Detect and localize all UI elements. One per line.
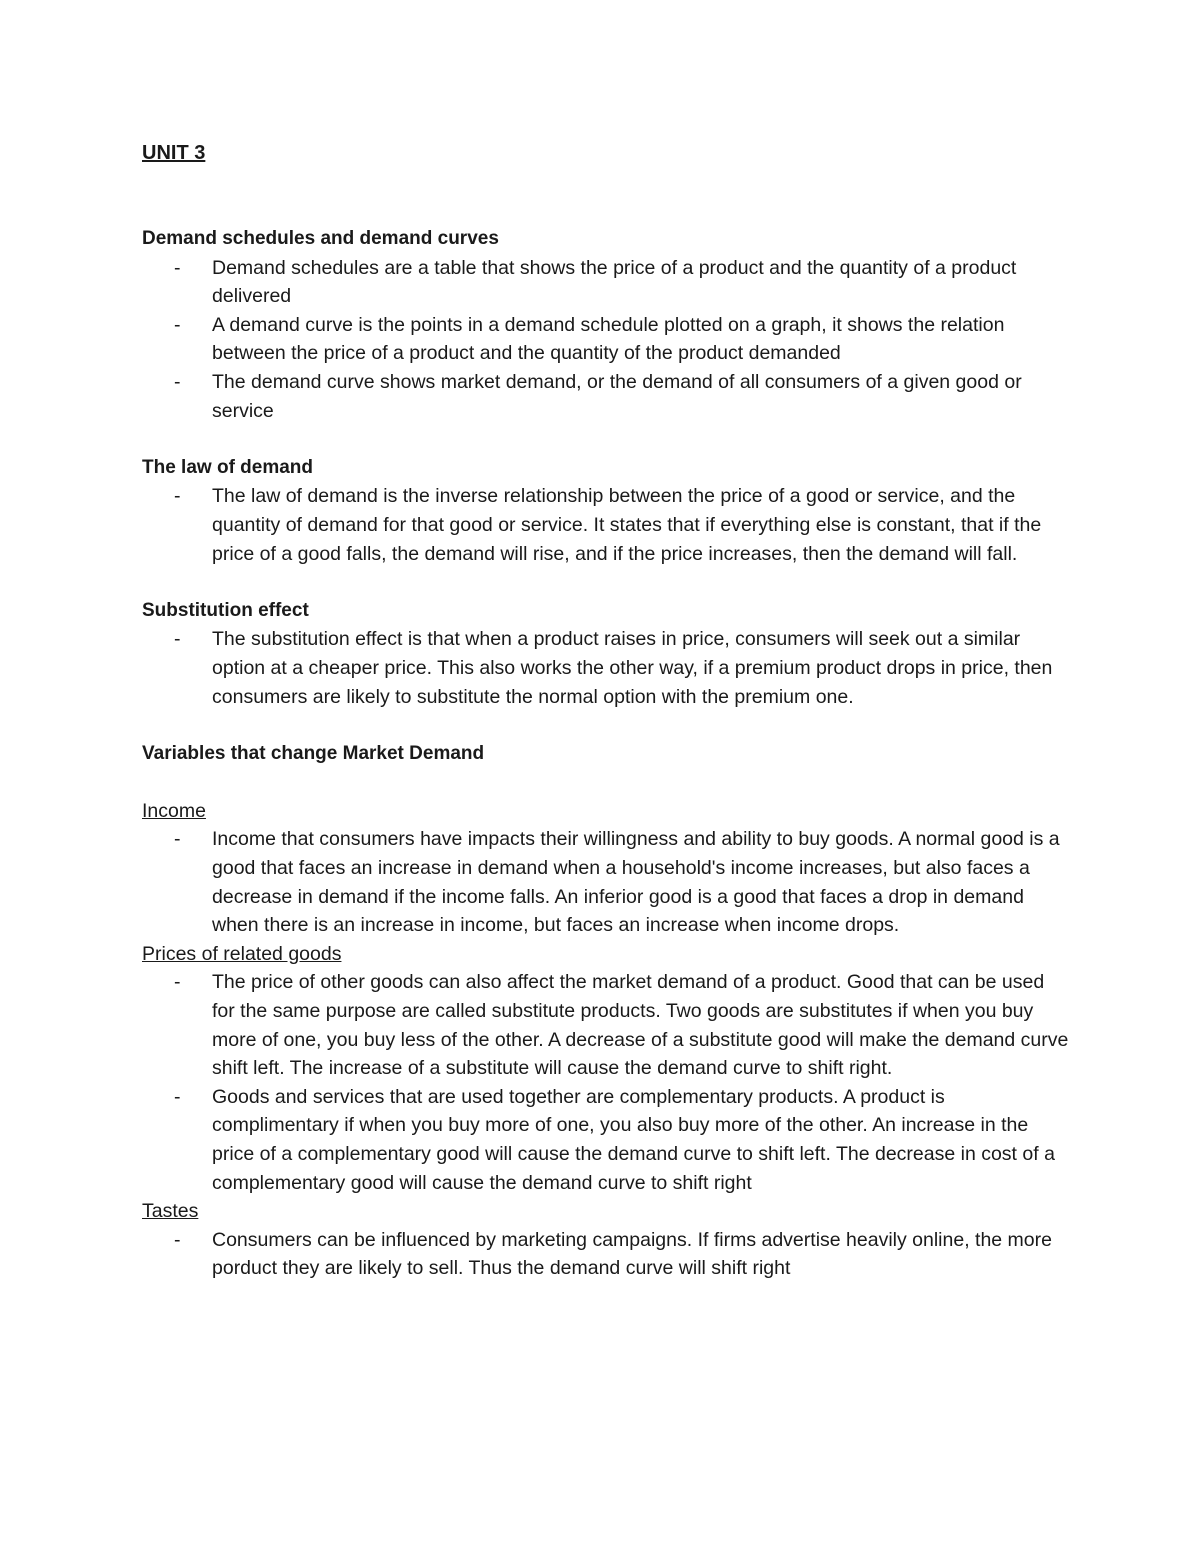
spacer [142, 711, 1072, 740]
spacer [142, 568, 1072, 597]
list-item [142, 625, 1072, 711]
bullet-list [142, 625, 1072, 711]
bullet-list [142, 1226, 1072, 1283]
bullet-list [142, 254, 1072, 426]
list-item-text: The price of other goods can also affect the market demand of a product. Good that can be used for the same purpose are called substitute products. Two goods are substitutes if when you buy more of one, you buy less of the other. A decrease of a substitute good will make the demand curve shift left. The increase of a substitute will cause the demand curve to shift right. [212, 971, 1069, 1080]
bullet-dash: - [174, 1228, 181, 1251]
bullet-list [142, 482, 1072, 568]
bullet-dash: - [174, 628, 181, 651]
bullet-dash: - [174, 256, 181, 279]
section-heading: Demand schedules and demand curves [142, 228, 499, 249]
document-page [142, 139, 1072, 1283]
bullet-dash: - [174, 828, 181, 851]
list-item [142, 482, 1072, 568]
list-item [142, 825, 1072, 939]
bullet-dash: - [174, 971, 181, 994]
list-item-text: The law of demand is the inverse relationship between the price of a good or service, and the quantity of demand for that good or service. It states that if everything else is constant, that if the price of a good falls, the demand will rise, and if the price increases, then the demand will fall. [212, 485, 1042, 565]
section-heading: The law of demand [142, 456, 314, 478]
list-item-text: The substitution effect is that when a product raises in price, consumers will seek out a similar option at a cheaper price. This also works the other way, if a premium product drops in price, then consumers are likely to substitute the normal option with the premium one. [212, 628, 1053, 708]
list-item [142, 368, 1072, 425]
list-item-text: Goods and services that are used together are complementary products. A product is complimentary if when you buy more of one, you also buy more of the other. An increase in the price of a complementary good will cause the demand curve to shift left. The decrease in cost of a complementary good will cause the demand curve to shift right [212, 1085, 1055, 1194]
subsection-title: Tastes [142, 1200, 199, 1223]
list-item [142, 968, 1072, 1082]
list-item [142, 311, 1072, 368]
spacer [142, 768, 1072, 797]
bullet-dash: - [174, 1085, 181, 1108]
subsection-title: Prices of related goods [142, 942, 342, 965]
list-item-text: Consumers can be influenced by marketing campaigns. If firms advertise heavily online, the more porduct they are likely to sell. Thus the demand curve will shift right [212, 1228, 1052, 1280]
spacer [142, 425, 1072, 454]
list-item-text: The demand curve shows market demand, or the demand of all consumers of a given good or service [212, 370, 1022, 422]
list-item [142, 1083, 1072, 1197]
bullet-dash: - [174, 370, 181, 393]
bullet-dash: - [174, 313, 181, 336]
bullet-list [142, 825, 1072, 939]
document-title: UNIT 3 [142, 142, 206, 164]
list-item-text: A demand curve is the points in a demand schedule plotted on a graph, it shows the relation between the price of a product and the quantity of the product demanded [212, 313, 1005, 365]
bullet-dash: - [174, 485, 181, 508]
section-heading: Substitution effect [142, 599, 309, 621]
list-item-text: Income that consumers have impacts their willingness and ability to buy goods. A normal good is a good that faces an increase in demand when a household's income increases, but also faces a decrease in demand if the income falls. An inferior good is a good that faces a drop in demand when there is an increase in income, but faces an increase when income drops. [212, 828, 1060, 937]
list-item [142, 254, 1072, 311]
list-item-text: Demand schedules are a table that shows the price of a product and the quantity of a product delivered [212, 256, 1017, 308]
section-heading: Variables that change Market Demand [142, 742, 485, 764]
bullet-list [142, 968, 1072, 1197]
subsection-title: Income [142, 799, 206, 822]
list-item [142, 1226, 1072, 1283]
